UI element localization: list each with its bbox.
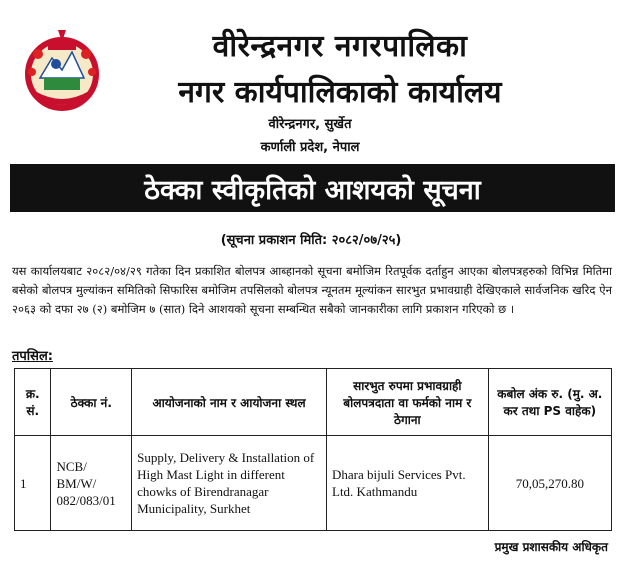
office-subtitle: नगर कार्यपालिकाको कार्यालय bbox=[178, 75, 502, 110]
notice-title-banner bbox=[10, 164, 615, 212]
address-line-1: वीरेन्द्रनगर, सुर्खेत bbox=[268, 117, 352, 132]
cell-project: Supply, Delivery & Installation of High Mast Light in different chowks of Birendranagar Municipality, Surkhet bbox=[132, 436, 327, 531]
cell-contract-no: NCB/ BM/W/ 082/083/01 bbox=[51, 436, 132, 531]
letterhead bbox=[0, 0, 622, 160]
column-header-vendor: सारभुत रुपमा प्रभावग्राही बोलपत्रदाता वा फर्मको नाम र ठेगाना bbox=[327, 369, 489, 436]
column-header-amount: कबोल अंक रु. (मु. अ. कर तथा PS वाहेक) bbox=[488, 369, 611, 436]
details-label: तपसिल: bbox=[12, 349, 53, 364]
column-header-contract-no: ठेक्का नं. bbox=[51, 369, 132, 436]
office-title: वीरेन्द्रनगर नगरपालिका bbox=[212, 29, 468, 64]
nepal-emblem-icon bbox=[22, 24, 102, 114]
table-header-row bbox=[15, 369, 612, 436]
column-header-sn: क्र. सं. bbox=[15, 369, 51, 436]
notice-body: यस कार्यालयबाट २०८२/०४/२९ गतेका दिन प्रकाशित बोलपत्र आब्हानको सूचना बमोजिम रितपूर्वक दर्ताहुन आएका बोलपत्रहरुको विभिन्न मितिमा बसेको बोलपत्र मुल्यांकन समितिको सिफारिस बमोजिम तपसिलको बोलपत्र न्यूनतम मूल्यांकन सारभुत प्रभावग्राही देखिएकाले सार्वजनिक खरिद ऐन २०६३ को दफा २७ (२) बमोजिम ७ (सात) दिने आशयको सूचना सम्बन्धित सबैको जानकारीका लागि प्रकाशन गरिएको छ । bbox=[12, 264, 612, 316]
publication-date: (सूचना प्रकाशन मिति: २०८२/०७/२५) bbox=[220, 233, 402, 248]
column-header-project: आयोजनाको नाम र आयोजना स्थल bbox=[132, 369, 327, 436]
cell-vendor: Dhara bijuli Services Pvt. Ltd. Kathmandu bbox=[327, 436, 489, 531]
cell-sn: 1 bbox=[15, 436, 51, 531]
contract-table bbox=[14, 368, 612, 531]
cell-amount: 70,05,270.80 bbox=[488, 436, 611, 531]
address-line-2: कर्णाली प्रदेश, नेपाल bbox=[260, 140, 360, 155]
notice-title: ठेक्का स्वीकृतिको आशयको सूचना bbox=[144, 174, 481, 206]
table-row bbox=[15, 436, 612, 531]
signatory: प्रमुख प्रशासकीय अधिकृत bbox=[494, 540, 608, 554]
